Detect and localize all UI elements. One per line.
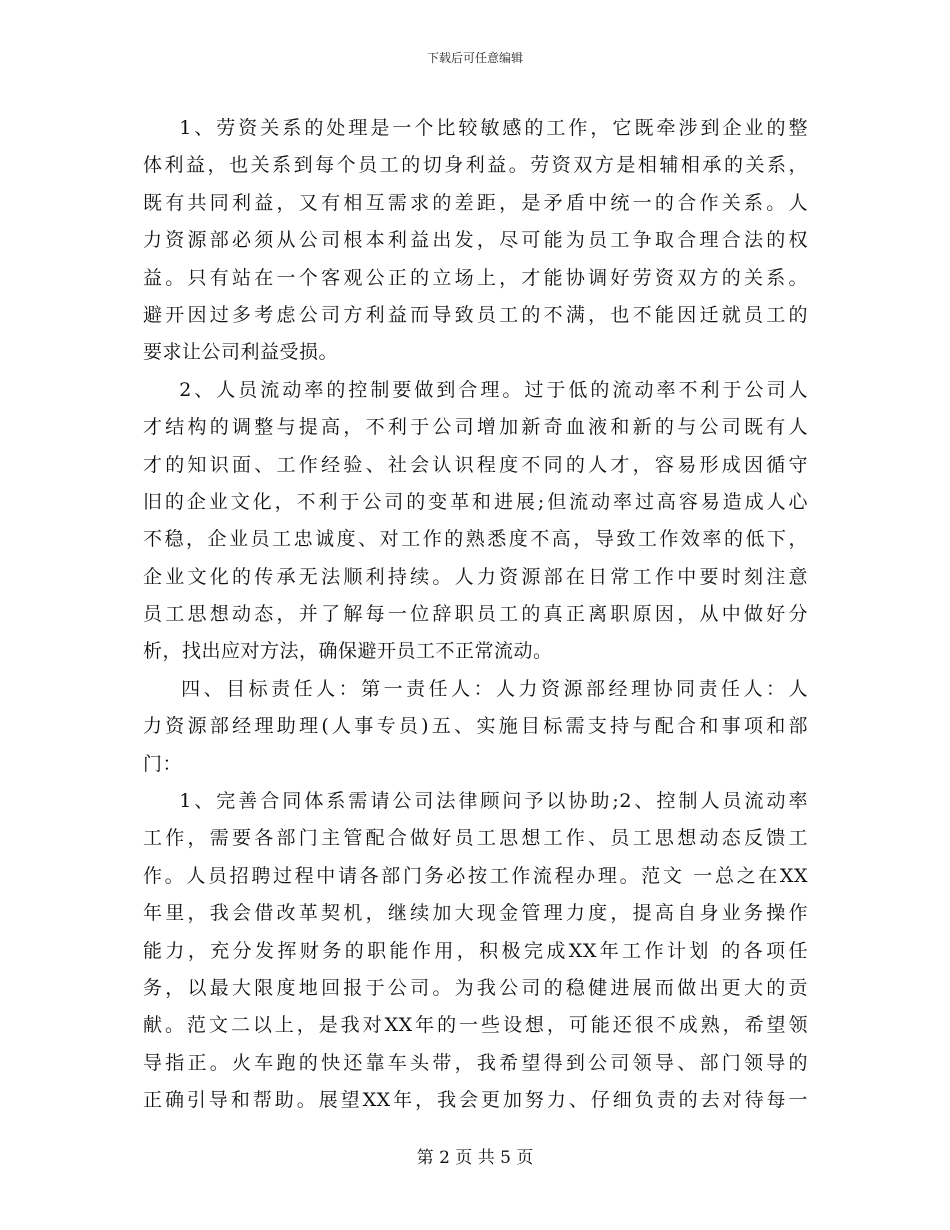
text-line: 避开因过多考虑公司方利益而导致员工的不满，也不能因迁就员工的 [143,303,808,326]
text-line: 益。只有站在一个客观公正的立场上，才能协调好劳资双方的关系。 [143,266,808,289]
document-body [143,110,808,1120]
page-number: 第 2 页 共 5 页 [416,1148,534,1168]
text-line: 体利益，也关系到每个员工的切身利益。劳资双方是相辅相承的关系， [143,154,808,177]
text-line: 既有共同利益，又有相互需求的差距，是矛盾中统一的合作关系。人 [143,191,808,214]
text-line: 能力，充分发挥财务的职能作用，积极完成XX年工作计划 的各项任 [143,939,808,962]
text-line: 年里，我会借改革契机，继续加大现金管理力度，提高自身业务操作 [143,902,808,925]
text-line: 作。人员招聘过程中请各部门务必按工作流程办理。范文 一总之在XX [143,864,808,887]
text-line: 1、完善合同体系需请公司法律顾问予以协助;2、控制人员流动率 [143,790,808,813]
text-line: 务，以最大限度地回报于公司。为我公司的稳健进展而做出更大的贡 [143,976,808,999]
text-line: 力资源部经理助理(人事专员)五、实施目标需支持与配合和事项和部 [143,715,808,738]
text-line: 2、人员流动率的控制要做到合理。过于低的流动率不利于公司人 [143,378,808,401]
text-line: 旧的企业文化，不利于公司的变革和进展;但流动率过高容易造成人心 [143,490,808,513]
text-line: 力资源部必须从公司根本利益出发，尽可能为员工争取合理合法的权 [143,229,808,252]
text-line: 企业文化的传承无法顺利持续。人力资源部在日常工作中要时刻注意 [143,565,808,588]
text-line: 要求让公司利益受损。 [143,341,339,364]
text-line: 才的知识面、工作经验、社会认识程度不同的人才，容易形成因循守 [143,453,808,476]
text-line: 工作，需要各部门主管配合做好员工思想工作、员工思想动态反馈工 [143,827,808,850]
text-line: 献。范文二以上，是我对XX年的一些设想，可能还很不成熟，希望领 [143,1014,808,1037]
page-header: 下载后可任意编辑 [426,51,523,65]
text-line: 不稳，企业员工忠诚度、对工作的熟悉度不高，导致工作效率的低下， [143,528,808,551]
text-line: 导指正。火车跑的快还靠车头带，我希望得到公司领导、部门领导的 [143,1051,808,1074]
text-line: 四、目标责任人：第一责任人：人力资源部经理协同责任人：人 [143,677,808,700]
text-line: 员工思想动态，并了解每一位辞职员工的真正离职原因，从中做好分 [143,603,808,626]
text-line: 才结构的调整与提高，不利于公司增加新奇血液和新的与公司既有人 [143,416,808,439]
text-line: 1、劳资关系的处理是一个比较敏感的工作，它既牵涉到企业的整 [143,117,808,139]
text-line: 析，找出应对方法，确保避开员工不正常流动。 [143,640,553,663]
text-line: 正确引导和帮助。展望XX年，我会更加努力、仔细负责的去对待每一 [143,1089,808,1112]
text-line: 门： [143,752,183,775]
